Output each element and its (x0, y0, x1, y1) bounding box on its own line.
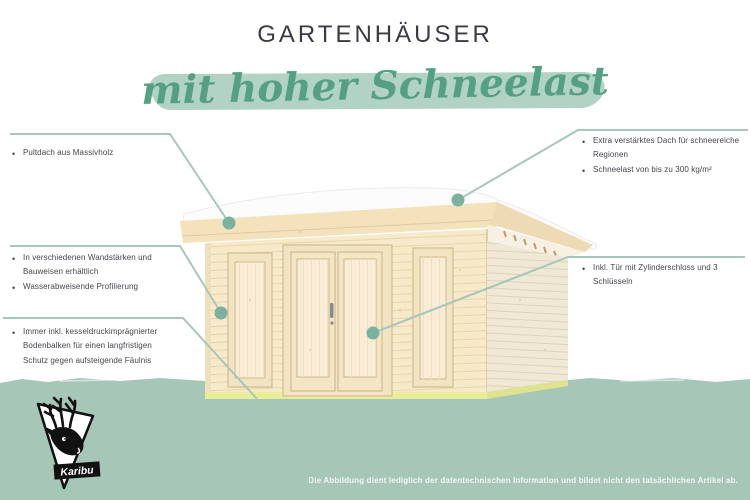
callout-item: • Wasserabweisende Profilierung (10, 280, 178, 294)
callout-item: • Pultdach aus Massivholz (10, 146, 190, 160)
callout-list (580, 134, 750, 177)
callout-item: • In verschiedenen Wandstärken und Bauweisen erhältlich (10, 251, 178, 280)
garden-house-illustration (180, 188, 596, 399)
callout-dot-snow-roof (452, 194, 465, 207)
door-handle (330, 303, 334, 318)
page-title: GARTENHÄUSER (257, 21, 493, 48)
brand-wordmark: Karibu (60, 464, 95, 479)
callout-item: • Extra verstärktes Dach für schneereiche Regionen (580, 134, 750, 163)
door-lock-cylinder (330, 321, 333, 324)
callout-list (10, 251, 178, 294)
front-wall-left-trim (205, 243, 211, 396)
window-left (228, 253, 272, 387)
callout-list (10, 325, 178, 368)
callout-snow-roof (580, 134, 750, 177)
callout-door (580, 261, 725, 290)
callout-item: • Inkl. Tür mit Zylinderschloss und 3 Schlüsseln (580, 261, 725, 290)
callout-dot-roof-material (223, 217, 236, 230)
callout-walls (10, 251, 178, 294)
page-subtitle: mit hoher Schneelast (140, 58, 610, 114)
door (283, 245, 392, 396)
callout-floor-beams (10, 325, 178, 368)
callout-dot-walls (215, 307, 228, 320)
callout-item: • Immer inkl. kesseldruckimprägnierter Bodenbalken für einen langfristigen Schutz gegen aufsteigende Fäulnis (10, 325, 178, 368)
disclaimer-text: Die Abbildung dient lediglich der datentechnischen Information und bildet nicht den tatsächlichen Artikel ab. (308, 476, 738, 485)
callout-list (10, 146, 190, 160)
callout-item: • Schneelast von bis zu 300 kg/m² (580, 163, 750, 177)
side-wall-planks (487, 241, 568, 392)
callout-roof-material (10, 146, 190, 160)
callout-list (580, 261, 725, 290)
window-right (413, 248, 453, 387)
callout-dot-door (367, 327, 380, 340)
